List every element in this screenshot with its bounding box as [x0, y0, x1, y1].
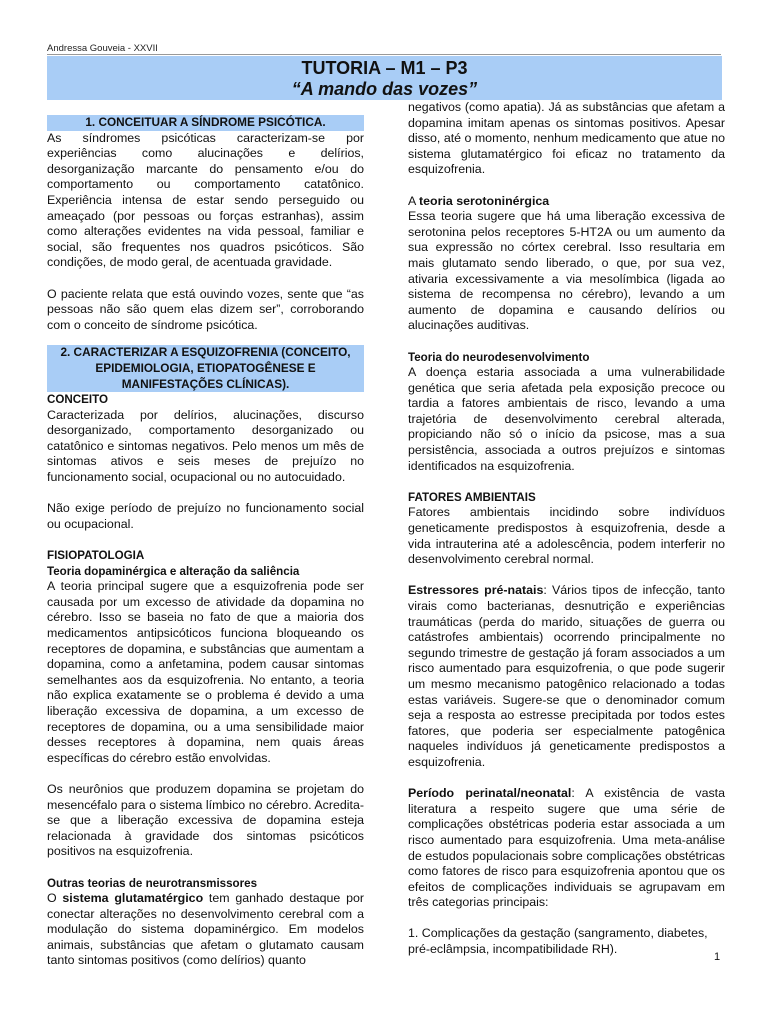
page-number: 1 [714, 951, 721, 963]
page-subtitle: “A mando das vozes” [291, 79, 478, 99]
text-run: O [47, 891, 63, 906]
text-run: : A existência de vasta literatura a respeito sugere que uma série de complicações obstétricas poderia estar associada a um risco aumentado para esquizofrenia. Uma meta-análise de estudos populacionais sobre complicações obstétricas como fatores de risco para esquizofrenia apontou que os efeitos de complicações individuais se agrupavam em três categorias principais: [408, 786, 725, 910]
subheading-neurodesenvolvimento: Teoria do neurodesenvolvimento [408, 350, 590, 364]
bold-term: teoria serotoninérgica [419, 193, 550, 208]
paragraph: A teoria principal sugere que a esquizofrenia pode ser causada por um excesso de atividade da dopamina no cérebro. Isso se baseia no fato de que a maioria dos medicamentos antipsicóticos funciona bloqueando os receptores de dopamina, e substâncias que aumentam a dopamina, como a anfetamina, podem causar sintomas semelhantes aos da esquizofrenia. No entanto, a teoria não explica exatamente se o problema é devido a uma liberação excessiva de dopamina, a um excesso de receptores de dopamina, ou a uma sensibilidade maior desses receptores à dopamina, nem quais áreas específicas do cérebro estão envolvidas. [47, 579, 364, 765]
subheading-conceito: CONCEITO [47, 393, 108, 407]
text-run: : Vários tipos de infecção, tanto virais como bacterianas, desnutrição e experiências traumáticas (perda do marido, situações de guerra ou catástrofes ambientais) ocorrendo principalmente no segundo trimestre de gestação já foram associados a um risco aumentado para esquizofrenia, o que pode sugerir um mesmo mecanismo patogênico relacionado a todas estas variáveis. Sugere-se que o denominador comum seja a resposta ao estresse precipitada por todos estes fatores, que poderia ser especialmente patogênica naqueles indivíduos já geneticamente predispostos a esquizofrenia. [408, 583, 725, 769]
paragraph [408, 583, 725, 770]
paragraph: 1. Complicações da gestação (sangramento, diabetes, pré-eclâmpsia, incompatibilidade RH). [408, 926, 708, 957]
right-column [408, 100, 725, 958]
title-box [47, 56, 722, 100]
paragraph: O paciente relata que está ouvindo vozes, sente que “as pessoas não são quem elas dizem ser”, corroborando com o conceito de síndrome psicótica. [47, 286, 364, 332]
paragraph: Caracterizada por delírios, alucinações, discurso desorganizado, comportamento desorganizado ou catatônico e sintomas negativos. Pelo menos um mês de sintomas ativos e seis meses de prejuízo no funcionamento social, ocupacional ou no autocuidado. [47, 407, 364, 485]
paragraph: Os neurônios que produzem dopamina se projetam do mesencéfalo para o sistema límbico no cérebro. Acredita-se que a liberação excessiva de dopamina esteja relacionada à gravidade dos sintomas psicóticos positivos na esquizofrenia. [47, 781, 364, 859]
author-name: Andressa Gouveia - XXVII [47, 43, 158, 54]
paragraph [408, 786, 725, 911]
subheading-teoria-dopaminergica: Teoria dopaminérgica e alteração da saliência [47, 564, 300, 578]
paragraph [47, 891, 364, 969]
subheading-outras-teorias: Outras teorias de neurotransmissores [47, 876, 258, 890]
text-run: A [408, 193, 420, 208]
subheading-fisiopatologia: FISIOPATOLOGIA [47, 549, 145, 563]
paragraph: Fatores ambientais incidindo sobre indivíduos geneticamente predispostos à esquizofrenia, desde a vida intrauterina até a adolescência, podem interferir no desenvolvimento cerebral normal. [408, 505, 725, 567]
paragraph: negativos (como apatia). Já as substâncias que afetam a dopamina imitam apenas os sintomas positivos. Apesar disso, até o momento, nenhum medicamento que atue no sistema glutamatérgico foi eficaz no tratamento da esquizofrenia. [408, 100, 725, 177]
page-title: TUTORIA – M1 – P3 [301, 58, 468, 78]
bold-term: sistema glutamatérgico [62, 891, 204, 906]
subheading-fatores-ambientais: FATORES AMBIENTAIS [408, 490, 536, 504]
text-run: tem ganhado destaque por conectar alterações no desenvolvimento cerebral com a modulação do sistema dopaminérgico. Em modelos animais, substâncias que afetam o glutamato causam tanto sintomas positivos (como delírios) quanto [47, 891, 364, 968]
section-heading-2: 2. CARACTERIZAR A ESQUIZOFRENIA (CONCEITO, EPIDEMIOLOGIA, ETIOPATOGÊNESE E MANIFESTAÇÕES CLÍNICAS). [47, 345, 364, 392]
bold-term: Estressores pré-natais [408, 583, 544, 598]
paragraph: Essa teoria sugere que há uma liberação excessiva de serotonina pelos receptores 5-HT2A ou um aumento da sua expressão no córtex cerebral. Isso resultaria em mais glutamato sendo liberado, o que, por sua vez, ativaria excessivamente a via mesolímbica (ligada ao sistema de recompensa no cérebro), levando a um aumento de dopamina e causando delírios ou alucinações auditivas. [408, 209, 725, 333]
left-column [47, 100, 364, 969]
bold-term: Período perinatal/neonatal [408, 786, 572, 801]
section-heading-1: 1. CONCEITUAR A SÍNDROME PSICÓTICA. [47, 115, 364, 131]
subheading-serotoninergica [408, 194, 725, 210]
header-rule [47, 54, 721, 55]
paragraph: Não exige período de prejuízo no funcionamento social ou ocupacional. [47, 501, 364, 531]
paragraph: As síndromes psicóticas caracterizam-se por experiências como alucinações e delírios, desorganização marcante do pensamento e/ou do comportamento ou comportamento catatônico. Experiência intensa de estar sendo perseguido ou ameaçado (por pessoas ou forças estranhas), assim como alterações evidentes na vida pessoal, familiar e social, são frequentes nos quadros psicóticos. São condições, de modo geral, de acentuada gravidade. [47, 130, 364, 270]
paragraph: A doença estaria associada a uma vulnerabilidade genética que seria afetada pela exposição precoce ou tardia a fatores ambientais de risco, levando a uma trajetória de desenvolvimento cerebral alterada, propiciando não só o início da psicose, mas a sua persistência, associada a outros prejuízos e sintomas identificados na esquizofrenia. [408, 365, 725, 473]
